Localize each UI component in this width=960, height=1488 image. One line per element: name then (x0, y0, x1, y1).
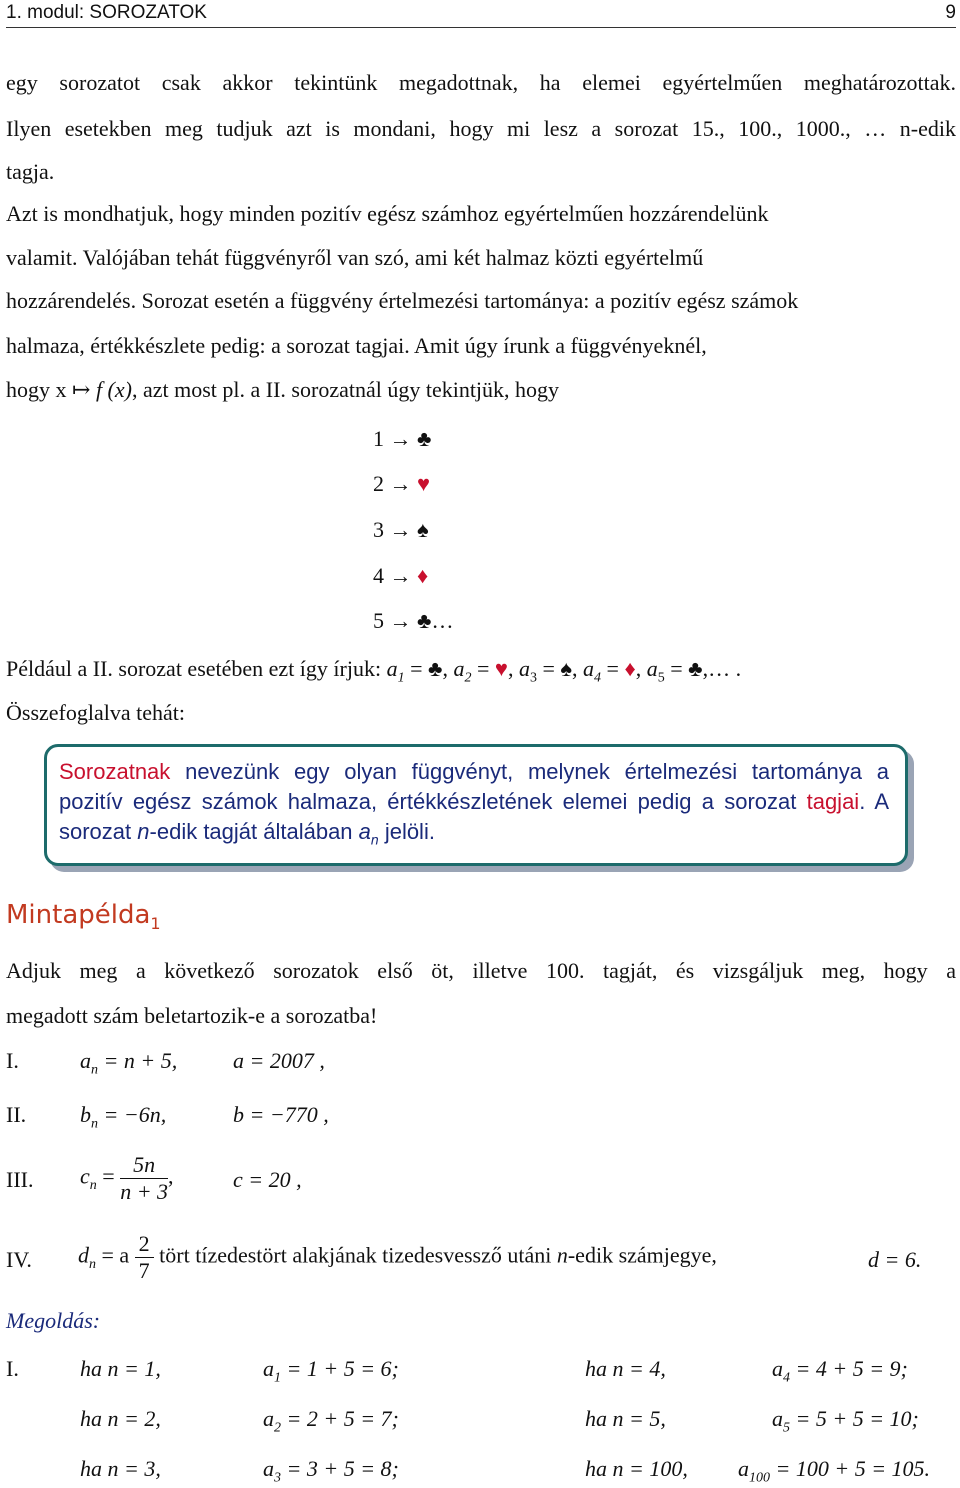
arrow-icon: → (389, 471, 412, 496)
exercise-label: III. (6, 1167, 34, 1192)
mapping-number: 4 (373, 563, 384, 588)
example-line (6, 656, 741, 686)
arrow-icon: → (389, 426, 412, 451)
arrow-icon: → (389, 563, 412, 588)
equals: = a (96, 1242, 135, 1268)
paragraph-line: halmaza, értékkészlete pedig: a sorozat tagjai. Amit úgy írunk a függvényeknél, (6, 333, 707, 358)
definition-term: tagjai (806, 789, 860, 814)
club-icon: ♣ (417, 426, 432, 451)
mapping-row (373, 517, 429, 543)
equals: = (404, 656, 429, 681)
term-value: = 3 + 5 = 8; (281, 1456, 399, 1481)
exercise-text: -edik számjegye, (567, 1242, 717, 1268)
equals: = (471, 656, 495, 681)
solution-result (263, 1406, 399, 1436)
definition-body: . A sorozat (59, 789, 889, 844)
exercise-label: II. (6, 1102, 27, 1127)
task-line: megadott szám beletartozik-e a sorozatba! (6, 1003, 378, 1028)
solution-result (772, 1356, 908, 1386)
diamond-icon: ♦ (624, 656, 636, 681)
exercise-label: I. (6, 1048, 19, 1073)
hogy-x-text: hogy x (6, 377, 67, 402)
page-number: 9 (945, 2, 956, 23)
arrow-icon: → (389, 517, 412, 542)
mapping-row (373, 608, 453, 634)
equals: = (536, 656, 561, 681)
paragraph-line: Azt is mondhatjuk, hogy minden pozitív egész számhoz egyértelműen hozzárendelünk (6, 201, 769, 226)
term-symbol: a (772, 1406, 783, 1431)
mapsto-arrow: ↦ (72, 377, 91, 402)
term-value: = 5 + 5 = 10; (790, 1406, 919, 1431)
exercise-formula (80, 1152, 174, 1205)
equals: = (664, 656, 689, 681)
term-index: 4 (594, 670, 602, 686)
definition-body: nevezünk egy olyan függvényt, melynek értelmezési tartománya a pozitív egész számok halmaza, értékkészletének elemei pedig a sorozat (59, 759, 889, 814)
separator: , (442, 656, 454, 681)
arrow-icon: → (389, 608, 412, 633)
exercise-label: IV. (6, 1247, 32, 1272)
definition-box (44, 744, 908, 866)
solution-condition: ha n = 100, (585, 1456, 688, 1481)
spade-icon: ♠ (560, 656, 573, 681)
paragraph-line: hozzárendelés. Sorozat esetén a függvény értelmezési tartománya: a pozitív egész számok (6, 288, 799, 313)
term-symbol: a (386, 656, 398, 681)
term-index: 1 (397, 670, 405, 686)
term-symbol: a (453, 656, 465, 681)
seq-symbol: c (80, 1163, 90, 1189)
page-header (6, 0, 956, 28)
spade-icon: ♠ (417, 517, 429, 542)
club-icon: ♣ (417, 608, 432, 633)
exercise-check-value: a = 2007 , (233, 1048, 325, 1073)
equals: = (601, 656, 625, 681)
mapping-row (373, 563, 428, 589)
term-index: 2 (464, 670, 472, 686)
example-intro: Például a II. sorozat esetében ezt így írjuk: (6, 656, 387, 681)
solution-result (772, 1406, 919, 1436)
term-symbol: a (518, 656, 530, 681)
hogy-line-rest: , azt most pl. a II. sorozatnál úgy tekintjük, hogy (131, 377, 560, 402)
term-symbol: a (263, 1456, 274, 1481)
seq-index: n (89, 1177, 97, 1193)
fraction (135, 1231, 154, 1284)
solution-condition: ha n = 3, (80, 1456, 161, 1481)
term-index: 4 (783, 1370, 790, 1386)
example-heading-index: 1 (150, 914, 161, 934)
definition-body: -edik tagját általában (149, 819, 359, 844)
exercise-formula (80, 1048, 177, 1078)
exercise-formula (78, 1231, 717, 1284)
paragraph-line: valamit. Valójában tehát függvényről van szó, ami két halmaz közti egyértelmű (6, 245, 704, 270)
solution-heading: Megoldás: (6, 1308, 101, 1333)
module-title: 1. modul: SOROZATOK (6, 2, 207, 23)
exercise-check-value: b = −770 , (233, 1102, 329, 1127)
fx-expression: f (x) (95, 377, 132, 402)
term-index: 100 (749, 1470, 770, 1486)
seq-symbol: d (78, 1242, 89, 1268)
definition-text (59, 757, 889, 854)
separator: , (507, 656, 519, 681)
mapping-row (373, 471, 430, 497)
term-index: 2 (274, 1420, 281, 1436)
term-value: = 2 + 5 = 7; (281, 1406, 399, 1431)
fraction-denominator: 7 (138, 1258, 150, 1283)
solution-condition: ha n = 4, (585, 1356, 666, 1381)
seq-index: n (91, 1116, 98, 1132)
paragraph-line: tagja. (6, 159, 55, 184)
comma: , (168, 1163, 174, 1189)
separator: ,… . (702, 656, 742, 681)
header-rule (6, 27, 956, 28)
seq-symbol: a (80, 1048, 91, 1073)
separator: , (572, 656, 584, 681)
summary-line: Összefoglalva tehát: (6, 700, 185, 725)
solution-result (263, 1356, 399, 1386)
seq-rule: = −6n, (98, 1102, 167, 1127)
term-index: 5 (783, 1420, 790, 1436)
seq-rule: = n + 5, (98, 1048, 178, 1073)
seq-index: n (89, 1256, 96, 1272)
exercise-formula (80, 1102, 166, 1132)
example-heading (6, 900, 161, 933)
a-symbol: a (358, 819, 371, 844)
mapping-number: 3 (373, 517, 384, 542)
definition-term: Sorozatnak (59, 759, 171, 784)
n-index: n (370, 831, 379, 848)
term-symbol: a (738, 1456, 749, 1481)
seq-index: n (91, 1062, 98, 1078)
term-symbol: a (263, 1356, 274, 1381)
heart-icon: ♥ (494, 656, 508, 681)
solution-label: I. (6, 1356, 19, 1381)
exercise-text: tört tízedestört alakjának tizedesvessző utáni (153, 1242, 557, 1268)
term-index: 5 (657, 670, 665, 686)
solution-condition: ha n = 1, (80, 1356, 161, 1381)
term-symbol: a (583, 656, 595, 681)
term-index: 1 (274, 1370, 281, 1386)
n-symbol: n (137, 819, 150, 844)
solution-condition: ha n = 2, (80, 1406, 161, 1431)
equals: = (96, 1163, 121, 1189)
separator: , (635, 656, 647, 681)
fraction-denominator: n + 3 (120, 1179, 169, 1204)
exercise-check-value: d = 6. (868, 1247, 922, 1272)
fraction (120, 1152, 168, 1205)
club-icon: ♣ (428, 656, 443, 681)
mapping-number: 2 (373, 471, 384, 496)
paragraph-line: Ilyen esetekben meg tudjuk azt is mondani, hogy mi lesz a sorozat 15., 100., 1000., … n-edik (6, 116, 956, 141)
club-icon: ♣ (688, 656, 703, 681)
solution-result (738, 1456, 930, 1486)
term-value: = 1 + 5 = 6; (281, 1356, 399, 1381)
term-symbol: a (263, 1406, 274, 1431)
term-index: 3 (274, 1470, 281, 1486)
mapping-row (373, 426, 431, 452)
term-symbol: a (772, 1356, 783, 1381)
diamond-icon: ♦ (417, 563, 429, 588)
mapping-number: 5 (373, 608, 384, 633)
function-notation-line (6, 377, 559, 403)
solution-condition: ha n = 5, (585, 1406, 666, 1431)
example-heading-title: Mintapélda (6, 900, 151, 930)
mapping-tail: … (431, 608, 454, 633)
term-symbol: a (646, 656, 658, 681)
heart-icon: ♥ (417, 471, 431, 496)
task-line: Adjuk meg a következő sorozatok első öt, illetve 100. tagját, és vizsgáljuk meg, hogy a (6, 958, 956, 983)
term-value: = 4 + 5 = 9; (790, 1356, 908, 1381)
solution-result (263, 1456, 399, 1486)
seq-symbol: b (80, 1102, 91, 1127)
exercise-check-value: c = 20 , (233, 1167, 302, 1192)
n-symbol: n (556, 1242, 568, 1268)
definition-body: jelöli. (378, 819, 435, 844)
term-value: = 100 + 5 = 105. (770, 1456, 931, 1481)
mapping-number: 1 (373, 426, 384, 451)
fraction-numerator: 2 (135, 1231, 154, 1258)
term-index: 3 (529, 670, 537, 686)
fraction-numerator: 5n (120, 1152, 168, 1179)
paragraph-line: egy sorozatot csak akkor tekintünk megadottnak, ha elemei egyértelműen meghatározottak. (6, 70, 956, 95)
